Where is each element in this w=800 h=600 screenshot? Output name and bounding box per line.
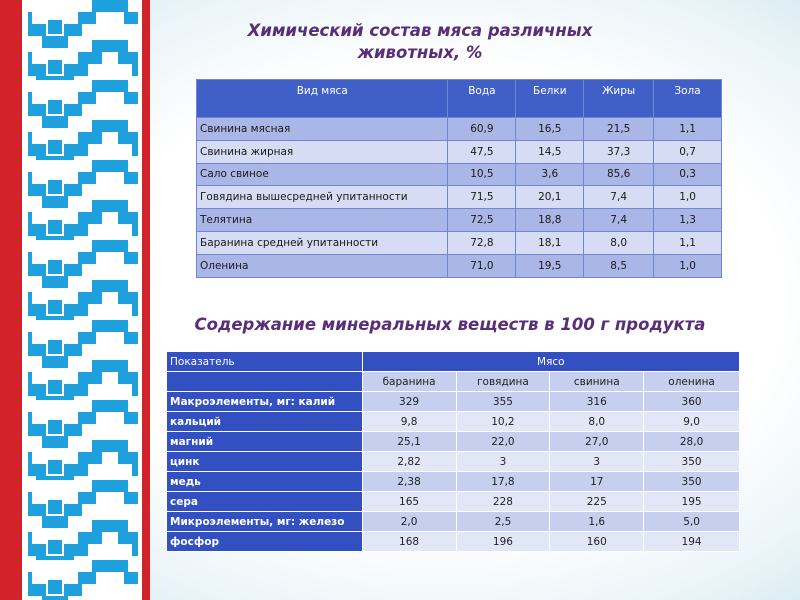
table1-value-cell: 1,0 bbox=[654, 186, 722, 209]
table2-value-cell: 27,0 bbox=[550, 432, 644, 452]
ornament-right-stripe bbox=[142, 0, 150, 600]
table2-value-cell: 9,0 bbox=[644, 412, 740, 432]
chemical-composition-table bbox=[196, 79, 722, 278]
table1-row bbox=[197, 209, 722, 232]
table1-value-cell: 0,3 bbox=[654, 163, 722, 186]
table2-header-row bbox=[167, 352, 740, 372]
table1-row bbox=[197, 231, 722, 254]
table2-row bbox=[167, 412, 740, 432]
table2-value-cell: 228 bbox=[456, 492, 550, 512]
table1-header-cell: Вид мяса bbox=[197, 80, 448, 118]
table2-value-cell: 17,8 bbox=[456, 472, 550, 492]
table2-indicator-cell: Микроэлементы, мг: железо bbox=[167, 512, 363, 532]
table2-value-cell: 168 bbox=[362, 532, 456, 552]
table1-title: Химический состав мяса различных животных, % bbox=[247, 21, 593, 62]
table2-indicator-cell: Макроэлементы, мг: калий bbox=[167, 392, 363, 412]
table2-value-cell: 194 bbox=[644, 532, 740, 552]
table1-value-cell: 16,5 bbox=[516, 118, 584, 141]
table2-row bbox=[167, 512, 740, 532]
table2-value-cell: 225 bbox=[550, 492, 644, 512]
mineral-content-table bbox=[166, 351, 740, 552]
table2-subheader-cell: баранина bbox=[362, 372, 456, 392]
table1-value-cell: 1,0 bbox=[654, 254, 722, 277]
table1-header-cell: Белки bbox=[516, 80, 584, 118]
table1-row bbox=[197, 186, 722, 209]
table1-value-cell: 18,1 bbox=[516, 231, 584, 254]
table2-value-cell: 360 bbox=[644, 392, 740, 412]
table2-row bbox=[167, 532, 740, 552]
table2-value-cell: 10,2 bbox=[456, 412, 550, 432]
table1-row bbox=[197, 254, 722, 277]
table1-value-cell: 85,6 bbox=[584, 163, 654, 186]
table1-meat-type-cell: Телятина bbox=[197, 209, 448, 232]
folk-ornament-border bbox=[0, 0, 150, 600]
table1-value-cell: 0,7 bbox=[654, 140, 722, 163]
table2-subheader-empty bbox=[167, 372, 363, 392]
table2-value-cell: 160 bbox=[550, 532, 644, 552]
table2-value-cell: 196 bbox=[456, 532, 550, 552]
table2-value-cell: 5,0 bbox=[644, 512, 740, 532]
table2-indicator-cell: кальций bbox=[167, 412, 363, 432]
table1-header-cell: Зола bbox=[654, 80, 722, 118]
table1-meat-type-cell: Свинина мясная bbox=[197, 118, 448, 141]
table1-row bbox=[197, 163, 722, 186]
table1-header-row bbox=[197, 80, 722, 118]
table2-value-cell: 2,82 bbox=[362, 452, 456, 472]
table1-header-cell: Вода bbox=[448, 80, 516, 118]
table1-value-cell: 7,4 bbox=[584, 186, 654, 209]
table1-value-cell: 21,5 bbox=[584, 118, 654, 141]
table1-value-cell: 47,5 bbox=[448, 140, 516, 163]
table1-value-cell: 71,0 bbox=[448, 254, 516, 277]
table2-indicator-cell: сера bbox=[167, 492, 363, 512]
table2-subheader-cell: свинина bbox=[550, 372, 644, 392]
table2-header-group: Мясо bbox=[362, 352, 739, 372]
table1-value-cell: 19,5 bbox=[516, 254, 584, 277]
table2-value-cell: 2,5 bbox=[456, 512, 550, 532]
table2-value-cell: 1,6 bbox=[550, 512, 644, 532]
table2-value-cell: 9,8 bbox=[362, 412, 456, 432]
table1-value-cell: 10,5 bbox=[448, 163, 516, 186]
table2-value-cell: 8,0 bbox=[550, 412, 644, 432]
table2-value-cell: 22,0 bbox=[456, 432, 550, 452]
table1-value-cell: 14,5 bbox=[516, 140, 584, 163]
table1-value-cell: 8,5 bbox=[584, 254, 654, 277]
table2-subheader-cell: говядина bbox=[456, 372, 550, 392]
table1-value-cell: 37,3 bbox=[584, 140, 654, 163]
table1-meat-type-cell: Баранина средней упитанности bbox=[197, 231, 448, 254]
table2-value-cell: 350 bbox=[644, 452, 740, 472]
table2-subheader-cell: оленина bbox=[644, 372, 740, 392]
table2-row bbox=[167, 432, 740, 452]
ornament-left-stripe bbox=[0, 0, 22, 600]
table1-value-cell: 71,5 bbox=[448, 186, 516, 209]
table2-value-cell: 25,1 bbox=[362, 432, 456, 452]
table2-row bbox=[167, 392, 740, 412]
table1-meat-type-cell: Говядина вышесредней упитанности bbox=[197, 186, 448, 209]
table1-value-cell: 72,8 bbox=[448, 231, 516, 254]
table1-value-cell: 60,9 bbox=[448, 118, 516, 141]
table2-value-cell: 195 bbox=[644, 492, 740, 512]
table1-value-cell: 1,3 bbox=[654, 209, 722, 232]
table2-value-cell: 2,0 bbox=[362, 512, 456, 532]
table2-indicator-cell: медь bbox=[167, 472, 363, 492]
table2-value-cell: 329 bbox=[362, 392, 456, 412]
table1-value-cell: 1,1 bbox=[654, 118, 722, 141]
table1-value-cell: 20,1 bbox=[516, 186, 584, 209]
table1-value-cell: 1,1 bbox=[654, 231, 722, 254]
table2-value-cell: 2,38 bbox=[362, 472, 456, 492]
table2-row bbox=[167, 492, 740, 512]
table2-value-cell: 3 bbox=[456, 452, 550, 472]
table2-subheader-row bbox=[167, 372, 740, 392]
table1-value-cell: 7,4 bbox=[584, 209, 654, 232]
table2-value-cell: 355 bbox=[456, 392, 550, 412]
table2-indicator-cell: цинк bbox=[167, 452, 363, 472]
table1-value-cell: 8,0 bbox=[584, 231, 654, 254]
table1-header-cell: Жиры bbox=[584, 80, 654, 118]
table2-value-cell: 3 bbox=[550, 452, 644, 472]
table2-title: Содержание минеральных веществ в 100 г продукта bbox=[194, 315, 706, 334]
table1-value-cell: 3,6 bbox=[516, 163, 584, 186]
table1-row bbox=[197, 118, 722, 141]
table2-value-cell: 28,0 bbox=[644, 432, 740, 452]
table2-indicator-cell: фосфор bbox=[167, 532, 363, 552]
table1-value-cell: 18,8 bbox=[516, 209, 584, 232]
table2-indicator-cell: магний bbox=[167, 432, 363, 452]
table1-meat-type-cell: Оленина bbox=[197, 254, 448, 277]
table2-value-cell: 17 bbox=[550, 472, 644, 492]
table2-value-cell: 350 bbox=[644, 472, 740, 492]
table1-meat-type-cell: Свинина жирная bbox=[197, 140, 448, 163]
table1-value-cell: 72,5 bbox=[448, 209, 516, 232]
table2-value-cell: 165 bbox=[362, 492, 456, 512]
table1-row bbox=[197, 140, 722, 163]
table1-meat-type-cell: Сало свиное bbox=[197, 163, 448, 186]
table2-row bbox=[167, 472, 740, 492]
table2-row bbox=[167, 452, 740, 472]
table2-header-label: Показатель bbox=[167, 352, 363, 372]
table2-value-cell: 316 bbox=[550, 392, 644, 412]
